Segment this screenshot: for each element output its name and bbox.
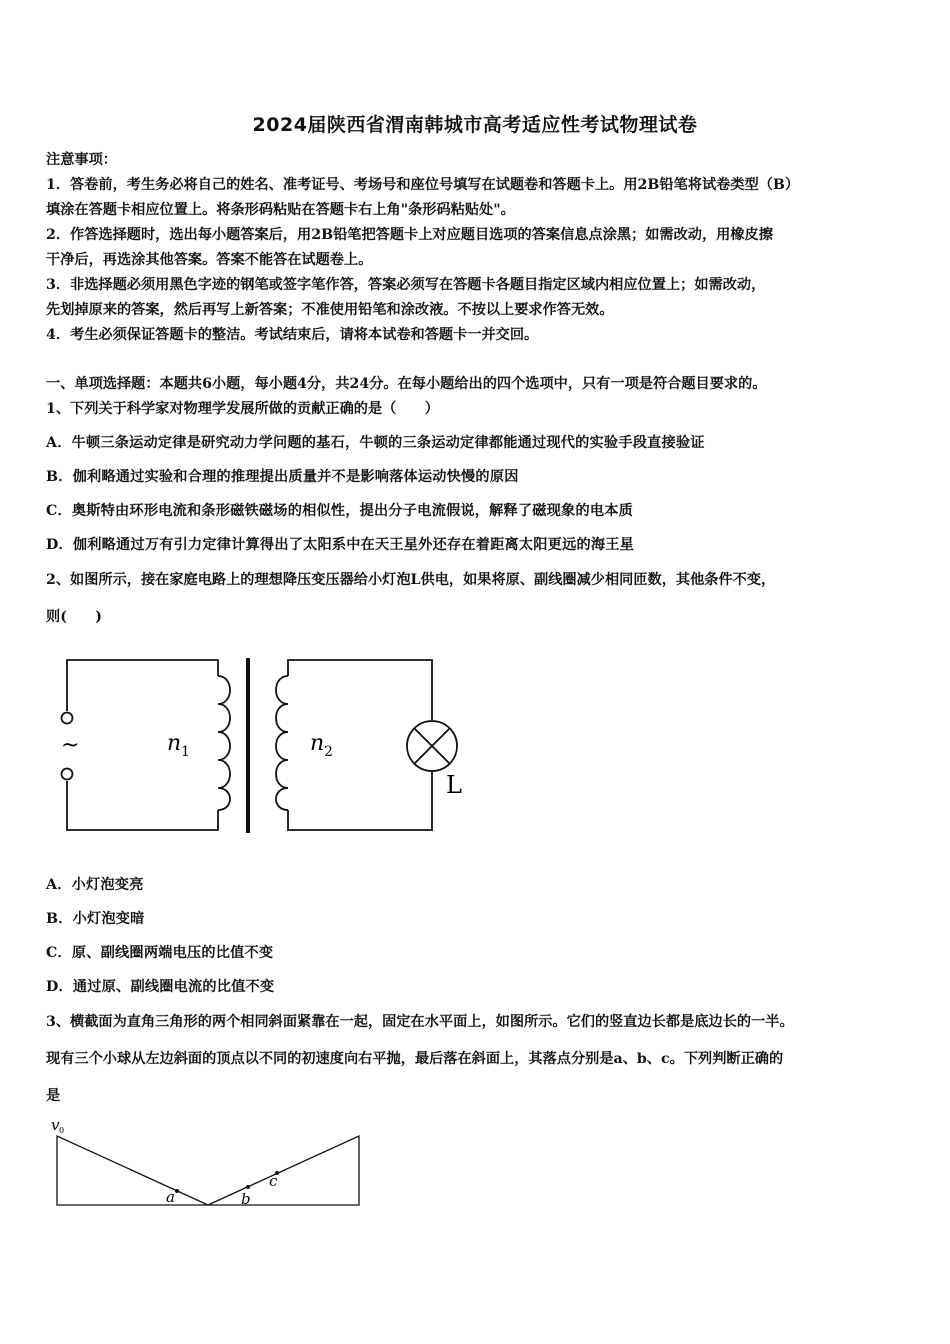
transformer-circuit-diagram	[50, 648, 480, 838]
point-b-label: b	[241, 1190, 251, 1208]
q2-option-a: A．小灯泡变亮	[46, 877, 144, 893]
n1-label: n	[167, 731, 182, 756]
notice-line: 干净后，再选涂其他答案。答案不能答在试题卷上。	[46, 252, 373, 268]
point-a-dot	[175, 1189, 179, 1193]
primary-wire	[67, 660, 218, 711]
point-c-label: c	[269, 1172, 278, 1190]
q2-stem-line1: 2、如图所示，接在家庭电路上的理想降压变压器给小灯泡L供电，如果将原、副线圈减少相同匝数，其他条件不变，	[46, 572, 776, 588]
q1-option-b: B．伽利略通过实验和合理的推理提出质量并不是影响落体运动快慢的原因	[46, 469, 519, 485]
inclined-planes-diagram	[48, 1114, 368, 1214]
terminal-top	[62, 713, 73, 724]
section-heading: 一、单项选择题：本题共6小题，每小题4分，共24分。在每小题给出的四个选项中，只有一项是符合题目要求的。	[46, 376, 767, 392]
q3-stem-line3: 是	[46, 1088, 61, 1104]
primary-coil	[218, 676, 230, 810]
point-b-dot	[246, 1185, 250, 1189]
secondary-coil	[276, 676, 288, 810]
right-incline	[208, 1136, 359, 1205]
q3-stem-line2: 现有三个小球从左边斜面的顶点以不同的初速度向右平抛，最后落在斜面上，其落点分别是a、b、c。下列判断正确的	[46, 1051, 784, 1067]
notice-line: 填涂在答题卡相应位置上。将条形码粘贴在答题卡右上角"条形码粘贴处"。	[46, 202, 515, 218]
notice-heading: 注意事项：	[46, 152, 117, 168]
n2-label: n	[310, 731, 325, 756]
notice-line: 先划掉原来的答案，然后再写上新答案；不准使用铅笔和涂改液。不按以上要求作答无效。	[46, 302, 614, 318]
v0-subscript: 0	[59, 1126, 65, 1135]
terminal-bottom	[62, 769, 73, 780]
q2-option-b: B．小灯泡变暗	[46, 911, 145, 927]
n2-subscript: 2	[324, 744, 333, 760]
q1-option-c: C．奥斯特由环形电流和条形磁铁磁场的相似性，提出分子电流假说，解释了磁现象的电本质	[46, 503, 633, 519]
lamp-label: L	[446, 771, 462, 799]
q2-option-d: D．通过原、副线圈电流的比值不变	[46, 979, 275, 995]
point-a-label: a	[166, 1188, 175, 1206]
notice-line: 2．作答选择题时，选出每小题答案后，用2B铅笔把答题卡上对应题目选项的答案信息点涂黑；如需改动，用橡皮擦	[46, 227, 773, 243]
v0-label: v	[51, 1116, 60, 1134]
secondary-wire-bottom	[288, 771, 432, 830]
q2-stem-line2: 则( )	[46, 609, 102, 625]
left-incline	[57, 1136, 208, 1205]
q2-option-c: C．原、副线圈两端电压的比值不变	[46, 945, 274, 961]
q1-stem: 1、下列关于科学家对物理学发展所做的贡献正确的是（ ）	[46, 401, 439, 417]
primary-wire-bottom	[67, 781, 218, 830]
notice-line: 4．考生必须保证答题卡的整洁。考试结束后，请将本试卷和答题卡一并交回。	[46, 327, 539, 343]
n1-subscript: 1	[181, 744, 190, 760]
page-title: 2024届陕西省渭南韩城市高考适应性考试物理试卷	[252, 114, 698, 136]
ac-symbol: ~	[61, 733, 80, 758]
notice-line: 1．答卷前，考生务必将自己的姓名、准考证号、考场号和座位号填写在试题卷和答题卡上。用2B铅笔将试卷类型（B）	[46, 177, 800, 193]
notice-line: 3．非选择题必须用黑色字迹的钢笔或签字笔作答，答案必须写在答题卡各题目指定区域内相应位置上；如需改动，	[46, 277, 766, 293]
q3-stem-line1: 3、横截面为直角三角形的两个相同斜面紧靠在一起，固定在水平面上，如图所示。它们的竖直边长都是底边长的一半。	[46, 1014, 794, 1030]
q1-option-a: A．牛顿三条运动定律是研究动力学问题的基石，牛顿的三条运动定律都能通过现代的实验手段直接验证	[46, 435, 705, 451]
q1-option-d: D．伽利略通过万有引力定律计算得出了太阳系中在天王星外还存在着距离太阳更远的海王星	[46, 537, 635, 553]
secondary-wire	[288, 660, 432, 721]
